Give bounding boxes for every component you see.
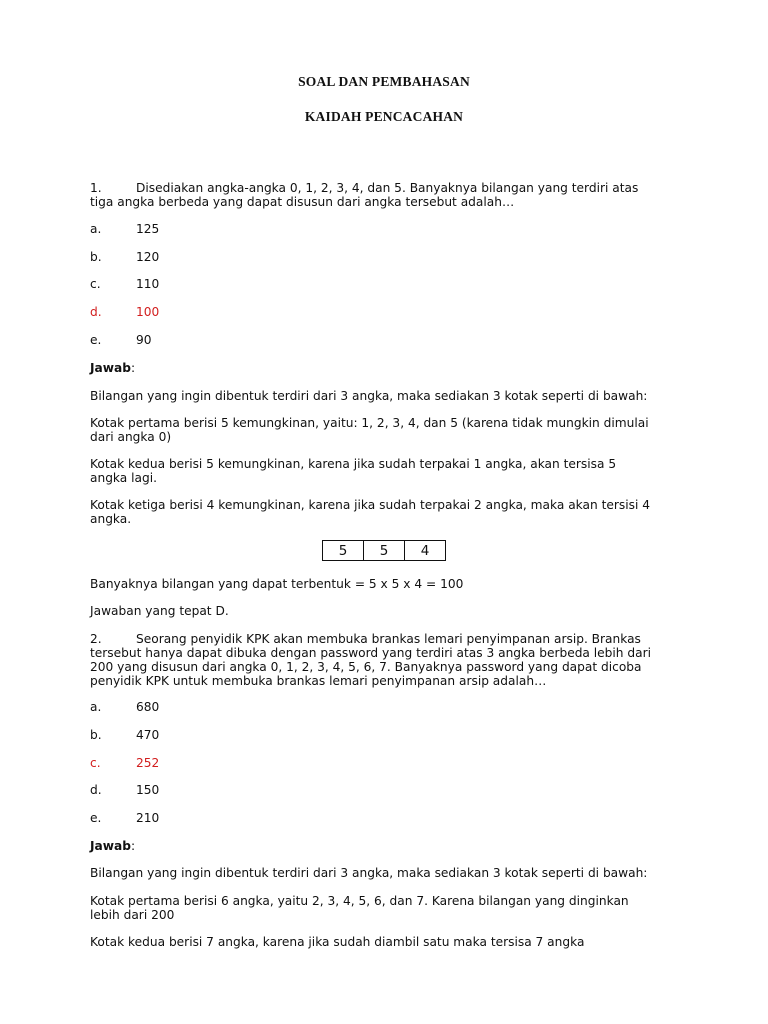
option-value: 100 — [136, 305, 160, 319]
answer-heading — [90, 839, 135, 853]
explanation-paragraph-3: Kotak kedua berisi 7 angka, karena jika sudah diambil satu maka tersisa 7 angka — [90, 935, 585, 949]
explanation-paragraph-2-line-2: lebih dari 200 — [90, 908, 175, 922]
question-2-line-4: penyidik KPK untuk membuka brankas lemari penyimpanan arsip adalah… — [90, 674, 547, 688]
calculation-result: Banyaknya bilangan yang dapat terbentuk = 5 x 5 x 4 = 100 — [90, 577, 464, 591]
counting-boxes-table — [322, 540, 446, 561]
option-value: 252 — [136, 756, 160, 770]
box-cell: 4 — [405, 541, 446, 561]
question-text: Disediakan angka-angka 0, 1, 2, 3, 4, dan 5. Banyaknya bilangan yang terdiri atas — [136, 181, 639, 195]
box-cell: 5 — [323, 541, 364, 561]
question-text: Seorang penyidik KPK akan membuka brankas lemari penyimpanan arsip. Brankas — [136, 632, 641, 646]
answer-colon: : — [130, 361, 136, 375]
question-1-line-2: tiga angka berbeda yang dapat disusun dari angka tersebut adalah… — [90, 195, 515, 209]
answer-label: Jawab — [90, 839, 131, 853]
option-letter: d. — [90, 305, 102, 319]
question-2-line-2: tersebut hanya dapat dibuka dengan password yang terdiri atas 3 angka berbeda lebih dari — [90, 646, 651, 660]
explanation-paragraph-4-line-1: Kotak ketiga berisi 4 kemungkinan, karena jika sudah terpakai 2 angka, maka akan tersisi 4 — [90, 498, 650, 512]
box-cell: 5 — [364, 541, 405, 561]
option-letter: b. — [90, 250, 102, 264]
question-number: 2. — [90, 632, 102, 646]
option-value: 110 — [136, 277, 160, 291]
question-2-line-3: 200 yang disusun dari angka 0, 1, 2, 3, 4, 5, 6, 7. Banyaknya password yang dapat dicoba — [90, 660, 642, 674]
explanation-paragraph-2-line-2: dari angka 0) — [90, 430, 172, 444]
question-number: 1. — [90, 181, 102, 195]
option-letter: b. — [90, 728, 102, 742]
option-value: 90 — [136, 333, 152, 347]
question-2-line-1 — [90, 632, 641, 646]
option-value: 125 — [136, 222, 160, 236]
explanation-paragraph-4-line-2: angka. — [90, 512, 132, 526]
option-value: 120 — [136, 250, 160, 264]
question-1-line-1 — [90, 181, 638, 195]
explanation-paragraph-2-line-1: Kotak pertama berisi 5 kemungkinan, yaitu: 1, 2, 3, 4, dan 5 (karena tidak mungkin dimulai — [90, 416, 649, 430]
option-value: 680 — [136, 700, 160, 714]
option-value: 150 — [136, 783, 160, 797]
option-letter: a. — [90, 222, 102, 236]
option-letter: c. — [90, 277, 101, 291]
option-value: 210 — [136, 811, 160, 825]
answer-label: Jawab — [90, 361, 131, 375]
option-letter: e. — [90, 811, 102, 825]
explanation-paragraph-2-line-1: Kotak pertama berisi 6 angka, yaitu 2, 3, 4, 5, 6, dan 7. Karena bilangan yang dinginkan — [90, 894, 629, 908]
explanation-paragraph-3-line-2: angka lagi. — [90, 471, 157, 485]
option-letter: d. — [90, 783, 102, 797]
explanation-paragraph-1: Bilangan yang ingin dibentuk terdiri dari 3 angka, maka sediakan 3 kotak seperti di bawah: — [90, 389, 648, 403]
explanation-paragraph-3-line-1: Kotak kedua berisi 5 kemungkinan, karena jika sudah terpakai 1 angka, akan tersisa 5 — [90, 457, 617, 471]
option-letter: a. — [90, 700, 102, 714]
option-value: 470 — [136, 728, 160, 742]
option-letter: c. — [90, 756, 101, 770]
answer-colon: : — [130, 839, 136, 853]
document-subtitle: KAIDAH PENCACAHAN — [304, 109, 464, 124]
answer-heading — [90, 361, 135, 375]
final-answer: Jawaban yang tepat D. — [90, 604, 229, 618]
explanation-paragraph-1: Bilangan yang ingin dibentuk terdiri dari 3 angka, maka sediakan 3 kotak seperti di bawah: — [90, 866, 648, 880]
document-title: SOAL DAN PEMBAHASAN — [298, 74, 470, 89]
option-letter: e. — [90, 333, 102, 347]
